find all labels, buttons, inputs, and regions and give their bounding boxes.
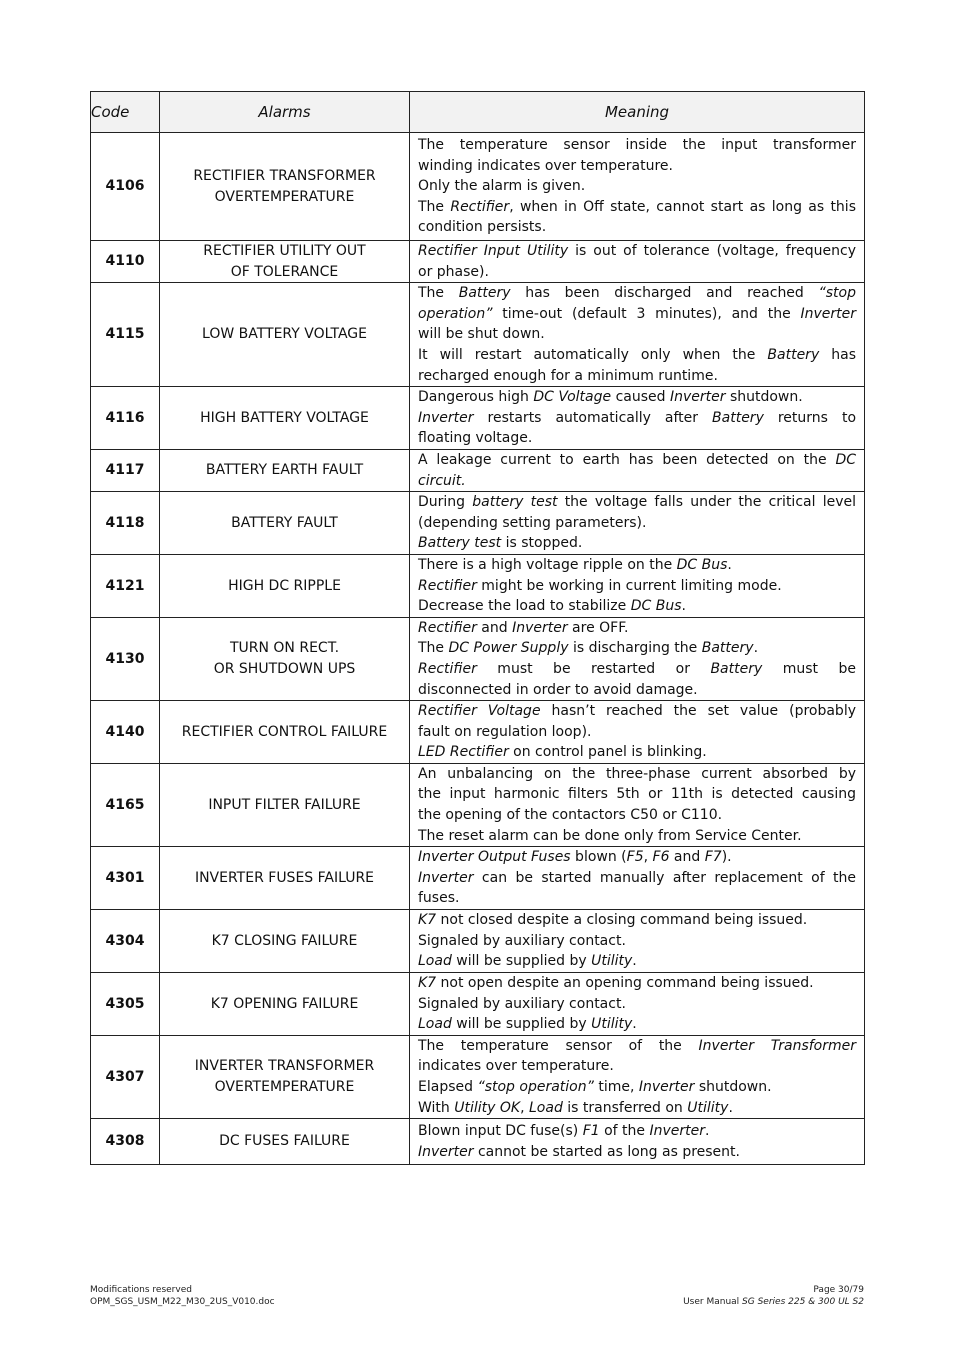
meaning-line: The temperature sensor inside the input transformer — [418, 137, 856, 154]
alarm-code: 4308 — [91, 1119, 160, 1165]
alarm-name — [160, 449, 410, 491]
table-row — [91, 133, 865, 241]
meaning-line: fuses. — [418, 890, 460, 907]
table-row — [91, 492, 865, 555]
meaning-line: Rectifier must be restarted or Battery must be — [418, 660, 856, 677]
alarm-name — [160, 133, 410, 241]
meaning-line: Rectifier and Inverter are OFF. — [418, 619, 629, 636]
alarm-code: 4121 — [91, 554, 160, 617]
table-row — [91, 910, 865, 973]
alarm-name-line: LOW BATTERY VOLTAGE — [202, 326, 367, 343]
alarm-name — [160, 387, 410, 450]
meaning-line: Decrease the load to stabilize DC Bus. — [418, 598, 686, 615]
alarm-name — [160, 241, 410, 283]
meaning-line: The temperature sensor of the Inverter Transformer — [418, 1037, 856, 1054]
alarm-meaning — [410, 492, 865, 555]
alarm-name-line: OVERTEMPERATURE — [214, 188, 355, 205]
footer-manual-series: SG Series 225 & 300 UL S2 — [742, 1297, 864, 1307]
alarm-meaning — [410, 617, 865, 700]
alarm-name-line: BATTERY FAULT — [231, 514, 338, 531]
footer-left — [90, 1284, 275, 1308]
alarm-meaning — [410, 973, 865, 1036]
alarm-meaning — [410, 449, 865, 491]
table-row — [91, 1035, 865, 1118]
meaning-line: or phase). — [418, 263, 489, 280]
alarm-name-line: RECTIFIER TRANSFORMER — [193, 167, 376, 184]
meaning-line: With Utility OK, Load is transferred on Utility. — [418, 1099, 733, 1116]
alarm-name-line: K7 CLOSING FAILURE — [211, 932, 358, 949]
meaning-line: K7 not closed despite a closing command being issued. — [418, 912, 808, 929]
alarm-name-line: OR SHUTDOWN UPS — [213, 660, 356, 677]
alarm-name-line: RECTIFIER CONTROL FAILURE — [181, 723, 388, 740]
alarm-name — [160, 1119, 410, 1165]
meaning-line: The Rectifier, when in Off state, cannot start as long as this — [418, 198, 856, 215]
alarm-meaning — [410, 701, 865, 764]
alarm-name-line: TURN ON RECT. — [229, 640, 340, 657]
meaning-line: Rectifier Voltage hasn’t reached the set value (probably — [418, 703, 856, 720]
alarm-name-line: HIGH DC RIPPLE — [228, 577, 341, 594]
meaning-line: There is a high voltage ripple on the DC Bus. — [418, 556, 732, 573]
meaning-line: the input harmonic filters 5th or 11th is detected causing — [418, 786, 856, 803]
meaning-line: Load will be supplied by Utility. — [418, 953, 637, 970]
meaning-line: Battery test is stopped. — [418, 535, 583, 552]
alarm-code: 4110 — [91, 241, 160, 283]
alarm-meaning — [410, 241, 865, 283]
meaning-line: (depending setting parameters). — [418, 514, 647, 531]
meaning-line: Rectifier Input Utility is out of tolerance (voltage, frequency — [418, 243, 856, 259]
alarm-code: 4118 — [91, 492, 160, 555]
table-row — [91, 449, 865, 491]
meaning-line: winding indicates over temperature. — [418, 157, 673, 174]
alarm-name-line: INVERTER FUSES FAILURE — [194, 869, 375, 886]
alarm-name — [160, 492, 410, 555]
meaning-line: A leakage current to earth has been detected on the DC — [418, 451, 856, 468]
alarm-code: 4305 — [91, 973, 160, 1036]
table-header-row — [91, 92, 865, 133]
alarm-name-line: RECTIFIER UTILITY OUT — [203, 243, 366, 259]
meaning-line: will be shut down. — [418, 326, 545, 343]
alarm-meaning — [410, 554, 865, 617]
table-row — [91, 973, 865, 1036]
meaning-line: Inverter cannot be started as long as present. — [418, 1143, 740, 1160]
table-row — [91, 387, 865, 450]
header-meaning: Meaning — [410, 92, 865, 133]
alarm-name — [160, 701, 410, 764]
meaning-line: LED Rectifier on control panel is blinking. — [418, 744, 707, 761]
alarm-code: 4304 — [91, 910, 160, 973]
meaning-line: operation” time-out (default 3 minutes), and the Inverter — [418, 305, 856, 322]
meaning-line: Inverter restarts automatically after Battery returns to — [418, 409, 857, 426]
meaning-line: The reset alarm can be done only from Service Center. — [418, 827, 802, 844]
alarm-code: 4301 — [91, 847, 160, 910]
alarm-name — [160, 554, 410, 617]
meaning-line: The DC Power Supply is discharging the Battery. — [418, 640, 759, 657]
table-row — [91, 283, 865, 387]
meaning-line: Inverter Output Fuses blown (F5, F6 and F7). — [418, 849, 732, 866]
alarm-code: 4307 — [91, 1035, 160, 1118]
meaning-line: condition persists. — [418, 219, 547, 236]
alarm-name-line: OF TOLERANCE — [230, 263, 339, 280]
meaning-line: Load will be supplied by Utility. — [418, 1016, 637, 1033]
table-row — [91, 1119, 865, 1165]
alarm-meaning — [410, 283, 865, 387]
meaning-line: indicates over temperature. — [418, 1058, 614, 1075]
footer-manual-title — [683, 1296, 864, 1308]
alarm-meaning — [410, 1035, 865, 1118]
alarm-code: 4115 — [91, 283, 160, 387]
alarm-name — [160, 283, 410, 387]
meaning-line: Rectifier might be working in current limiting mode. — [418, 577, 782, 594]
meaning-line: Signaled by auxiliary contact. — [418, 932, 626, 949]
alarm-name-line: INVERTER TRANSFORMER — [194, 1058, 375, 1075]
alarm-name — [160, 973, 410, 1036]
alarm-meaning — [410, 1119, 865, 1165]
meaning-line: the opening of the contactors C50 or C110. — [418, 807, 723, 824]
meaning-line: fault on regulation loop). — [418, 723, 592, 740]
meaning-line: Signaled by auxiliary contact. — [418, 995, 626, 1012]
table-row — [91, 554, 865, 617]
alarm-meaning — [410, 847, 865, 910]
alarm-name-line: INPUT FILTER FAILURE — [208, 796, 361, 813]
alarm-code: 4165 — [91, 763, 160, 846]
footer-modifications: Modifications reserved — [90, 1285, 192, 1295]
footer-document-name: OPM_SGS_USM_M22_M30_2US_V010.doc — [90, 1297, 275, 1307]
alarm-name — [160, 847, 410, 910]
alarm-name — [160, 910, 410, 973]
table-row — [91, 763, 865, 846]
meaning-line: floating voltage. — [418, 430, 533, 447]
meaning-line: It will restart automatically only when the Battery has — [418, 346, 857, 363]
alarm-name — [160, 617, 410, 700]
alarm-code: 4130 — [91, 617, 160, 700]
alarm-code: 4116 — [91, 387, 160, 450]
alarm-name-line: DC FUSES FAILURE — [219, 1133, 350, 1150]
meaning-line: Dangerous high DC Voltage caused Inverter shutdown. — [418, 389, 803, 406]
meaning-line: Elapsed “stop operation” time, Inverter shutdown. — [418, 1079, 772, 1095]
meaning-line: K7 not open despite an opening command being issued. — [418, 975, 814, 992]
footer-manual-prefix: User Manual — [683, 1297, 743, 1307]
alarm-name-line: OVERTEMPERATURE — [214, 1079, 355, 1095]
meaning-line: An unbalancing on the three-phase current absorbed by — [418, 765, 856, 782]
alarm-meaning — [410, 133, 865, 241]
alarm-name-line: HIGH BATTERY VOLTAGE — [200, 409, 369, 426]
meaning-line: circuit. — [418, 472, 466, 489]
meaning-line: recharged enough for a minimum runtime. — [418, 367, 718, 384]
footer-right — [683, 1284, 864, 1308]
alarm-name — [160, 763, 410, 846]
alarm-code: 4140 — [91, 701, 160, 764]
meaning-line: Inverter can be started manually after replacement of the — [418, 869, 856, 886]
alarm-name-line: K7 OPENING FAILURE — [210, 995, 359, 1012]
meaning-line: disconnected in order to avoid damage. — [418, 681, 698, 698]
table-row — [91, 617, 865, 700]
table-body — [91, 133, 865, 1165]
header-code: Code — [91, 92, 160, 133]
alarm-code: 4117 — [91, 449, 160, 491]
meaning-line: Blown input DC fuse(s) F1 of the Inverter. — [418, 1123, 710, 1140]
alarm-meaning — [410, 910, 865, 973]
alarm-name — [160, 1035, 410, 1118]
alarm-meaning — [410, 387, 865, 450]
alarm-code: 4106 — [91, 133, 160, 241]
meaning-line: During battery test the voltage falls under the critical level — [418, 494, 856, 511]
table-row — [91, 847, 865, 910]
meaning-line: Only the alarm is given. — [418, 178, 586, 195]
meaning-line: The Battery has been discharged and reached “stop — [418, 285, 856, 302]
alarm-name-line: BATTERY EARTH FAULT — [205, 462, 364, 479]
table-row — [91, 241, 865, 283]
table-row — [91, 701, 865, 764]
footer-page-number: Page 30/79 — [813, 1285, 864, 1295]
alarm-code-table — [90, 91, 865, 1165]
alarm-meaning — [410, 763, 865, 846]
header-alarms: Alarms — [160, 92, 410, 133]
